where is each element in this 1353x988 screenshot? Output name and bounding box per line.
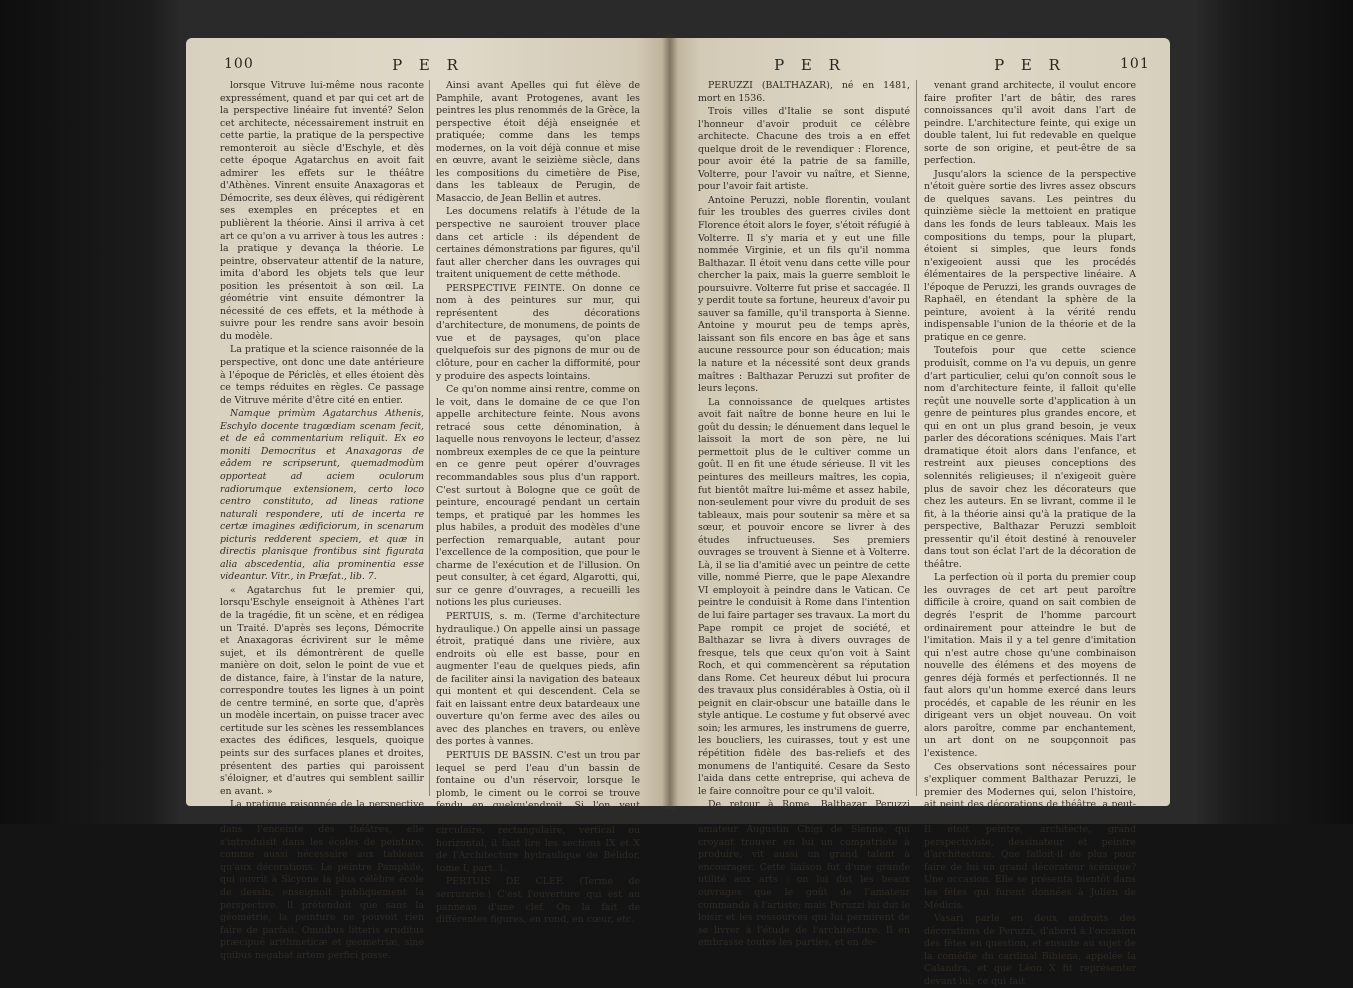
paragraph: Ainsi avant Apelles qui fut élève de Pamphile, avant Protogenes, avant les peintres les plus renommés de la Grèce, la perspective étoit déjà enseignée et pratiquée; comme dans les temps modernes, on la voit déjà connue et mise en œuvre, avant le seizième siècle, dans les compositions du cimetière de Pise, dans les tableaux de Perugin, de Masaccio, de Jean Bellin et autres. (436, 80, 640, 204)
left-page (186, 38, 670, 961)
paragraph: Antoine Peruzzi, noble florentin, voulant fuir les troubles des guerres civiles dont Florence étoit alors le foyer, s'étoit réfugié à Volterre. Il s'y maria et y eut une fille nommée Virginie, et un fils qu'il nomma Balthazar. Il étoit venu dans cette ville pour chercher la paix, mais la guerre sembloit le poursuivre. Volterre fut prise et saccagée. Il y perdit toute sa fortune, heureux d'avoir pu sauver sa famille, qu'il transporta à Sienne. Antoine y mourut peu de temps après, laissant son fils encore en bas âge et sans aucune ressource pour son éducation; mais la nature et la nécessité sont deux grands maîtres : Balthazar Peruzzi sut profiter de leurs leçons. (698, 194, 910, 395)
paragraph: « Agatarchus fut le premier qui, lorsqu'Eschyle enseignoit à Athènes l'art de la tragédie, fit un scène, et en rédigea un Traité. D'après ses leçons, Démocrite et Anaxagoras écrivirent sur le même sujet, et ils démontrèrent de quelle manière on doit, selon le point de vue et de distance, faire, à l'instar de la nature, correspondre toutes les lignes à un point de centre terminé, en sorte que, d'après un modèle incertain, on puisse tracer avec certitude sur les scènes les ressemblances exactes des édifices, lesquels, quoique peints sur des surfaces planes et droites, présentent des parties qui paroissent s'éloigner, et d'autres qui semblent saillir en avant. » (220, 584, 424, 797)
page-number-left: 100 (224, 56, 254, 72)
right-page-column-2 (924, 80, 1136, 987)
paragraph: Vasari parle en deux endroits des décorations de Peruzzi, d'abord à l'occasion des fêtes en question, et ensuite au sujet de la comédie du cardinal Bibiena, appelée la Calandra, et que Léon X fit représenter devant lui; ce qui fait (924, 913, 1136, 987)
right-page-header (670, 56, 1170, 78)
paragraph: La pratique et la science raisonnée de la perspective, ont donc une date antérieure à l'époque de Périclès, et elles étoient dès ce temps réduites en règles. Ce passage de Vitruve mérite d'être cité en entier. (220, 344, 424, 406)
right-page (670, 38, 1170, 987)
left-page-header (186, 56, 670, 78)
entry-peruzzi: PERUZZI (BALTHAZAR), né en 1481, mort en 1536. (698, 80, 910, 104)
paragraph: De retour à Rome, Balthazar Peruzzi contracta une étroite amitié avec le célèbre amateur Augustin Chigi de Sienne, qui croyant trouver en lui un compatriote à produire, vit aussi un grand talent à encourager. Cette liaison fut d'une grande utilité aux arts : on lui dut les beaux ouvrages que le goût de l'amateur commanda à l'artiste; mais Peruzzi lui dut le loisir et les ressources qui lui permirent de se livrer à l'étude de l'architecture. Il en embrasse toutes les parties, et en de- (698, 799, 910, 949)
paragraph: Les documens relatifs à l'étude de la perspective ne sauroient trouver place dans cet article : ils dépendent de certaines démonstrations par figures, qu'il faut aller chercher dans les ouvrages qui traitent uniquement de cette méthode. (436, 206, 640, 281)
paragraph: Ces observations sont nécessaires pour s'expliquer comment Balthazar Peruzzi, le premier des Modernes qui, selon l'histoire, ait peint des décorations de théâtre, a peut-être été le plus habile peintre de ce genre. Il étoit peintre, architecte, grand perspectiviste, dessinateur et peintre d'architecture. Que falloit-il de plus pour faire de lui un grand décorateur scénique? Une occasion. Elle se présenta bientôt dans les fêtes qui furent données à Julien de Médicis. (924, 761, 1136, 911)
left-page-column-1 (220, 80, 424, 961)
running-head-right-1: P E R (774, 56, 846, 74)
column-rule (916, 80, 917, 796)
running-head-right-2: P E R (994, 56, 1066, 74)
page-number-right: 101 (1120, 56, 1150, 72)
entry-pertuis-de-bassin: PERTUIS DE BASSIN. C'est un trou par lequel se perd l'eau d'un bassin de fontaine ou d'un réservoir, lorsque le plomb, le ciment ou le corroi se trouve fendu en quelqu'endroit. Si l'on veut connoître la dépense d'un pertuis carré, circulaire, rectangulaire, vertical ou horizontal, il faut lire les sections IX et X de l'Architecture hydraulique de Bélidor, tome I, part. 1. (436, 749, 640, 874)
paragraph: lorsque Vitruve lui-même nous raconte expressément, quand et par qui cet art de la perspective linéaire fut inventé? Selon cet architecte, nécessairement instruit en cette partie, la pratique de la perspective remonteroit au siècle d'Eschyle, et dès cette époque Agatarchus en avoit fait admirer les effets sur le théâtre d'Athènes. Vinrent ensuite Anaxagoras et Démocrite, ses deux élèves, qui rédigèrent ses exemples en préceptes et en publièrent la théorie. Ainsi il arriva à cet art ce qu'on a vu arriver à tous les autres : la pratique y devança la théorie. Le peintre, observateur attentif de la nature, imita d'abord les objets tels que leur position les présentoit à son œil. La géométrie vint ensuite démontrer la nécessité de ces effets, et la méthode à suivre pour les rendre sans avoir besoin du modèle. (220, 80, 424, 342)
entry-perspective-feinte: PERSPECTIVE FEINTE. On donne ce nom à des peintures sur mur, qui représentent des décorations d'architecture, de monumens, de points de vue et de paysages, qu'on place quelquefois sur des pignons de mur ou de clôture, pour en cacher la difformité, pour y produire des aspects lointains. (436, 282, 641, 382)
running-head-left: P E R (392, 56, 464, 74)
paragraph: La pratique raisonnée de la perspective ne resta point, chez les Grecs, confinée dans l'enceinte des théâtres, elle s'introduisit dans les écoles de peinture, comme aussi nécessaire aux tableaux qu'aux décorations. Le peintre Pamphile, qui ouvrit à Sicyone la plus célèbre école de dessin, enseignoit publiquement la perspective. Il prétendoit que sans la géométrie, la peinture ne pouvoit rien faire de parfait. Omnibus litteris eruditus præcipuè arithmeticæ et geometriæ, sine quibus negabat artem perfici posse. (220, 799, 424, 961)
paragraph: La connoissance de quelques artistes avoit fait naître de bonne heure en lui le goût du dessin; le dénuement dans lequel le laissoit la mort de son père, ne lui permettoit plus de le cultiver comme un goût. Il en fit une étude sérieuse. Il vit les peintures des meilleurs maîtres, les copia, fut bientôt maître lui-même et assez habile, non-seulement pour vivre du produit de ses tableaux, mais pour soutenir sa mère et sa sœur, et pouvoir encore se livrer à des études infructueuses. Ses premiers ouvrages se trouvent à Sienne et à Volterre. Là, il se lia d'amitié avec un peintre de cette ville, nommé Pierre, que le pape Alexandre VI employoit à peindre dans le Vatican. Ce peintre le conduisit à Rome dans l'intention de lui faire partager ses travaux. La mort du Pape rompit ce projet de société, et Balthazar se livra à divers ouvrages de fresque, tels que ceux qu'on voit à Saint Roch, et qui commencèrent sa réputation dans Rome. Cet heureux début lui procura des travaux plus considérables à Ostia, où il peignit en clair-obscur une bataille dans le style antique. Le costume y fut observé avec soin; les armures, les instrumens de guerre, les boucliers, les cuirasses, tout y est une répétition fidèle des bas-reliefs et des monumens de l'antiquité. Cesare da Sesto l'aida dans cette entreprise, qui acheva de le faire connoître pour ce qu'il valoit. (698, 396, 910, 797)
paragraph: Ce qu'on nomme ainsi rentre, comme on le voit, dans le domaine de ce que l'on appelle architecture feinte. Nous avons retracé sous cette dénomination, à laquelle nous renvoyons le lecteur, d'assez nombreux exemples de ce que la peinture en ce genre peut opérer d'ouvrages recommandables sous plus d'un rapport. C'est surtout à Bologne que ce goût de peinture, encouragé pendant un certain temps, et pratiqué par les hommes les plus habiles, a produit des modèles d'une perfection remarquable, autant pour l'excellence de la composition, que pour le charme de l'exécution et de l'illusion. On peut consulter, à cet égard, Algarotti, qui, sur ce genre d'ouvrages, a recueilli les notions les plus curieuses. (436, 384, 640, 609)
right-page-column-1 (698, 80, 910, 949)
latin-quote: Namque primùm Agatarchus Athenis, Eschylo docente tragœdiam scenam fecit, et de eâ commentarium reliquit. Ex eo moniti Democritus et Anaxagoras de eâdem re scripserunt, quemadmodùm opporteat ad aciem oculorum radiorumque extensionem, certo loco centro constituto, ad lineas ratione naturali respondere, uti de incerta re certæ imagines ædificiorum, in scenarum picturis redderent speciem, et quæ in directis planisque frontibus sint figurata alia abscedentia, alia prominentia esse videantur. Vitr., in Præfat., lib. 7. (220, 408, 424, 583)
left-page-column-2 (436, 80, 641, 926)
paragraph: La perfection où il porta du premier coup les ouvrages de cet art peut paroître difficile à croire, quand on sait combien de degrés l'esprit de l'homme parcourt ordinairement pour atteindre le but de l'imitation. Mais il y a tel genre d'imitation qui n'est autre chose qu'une combinaison nouvelle des élémens et des moyens de genres déjà formés et perfectionnés. Il ne faut alors qu'un homme exercé dans leurs procédés, et capable de les réunir en les dirigeant vers un objet nouveau. On voit alors paroître, comme par enchantement, un art dont on ne soupçonnoit pas l'existence. (924, 572, 1136, 759)
paragraph: Jusqu'alors la science de la perspective n'étoit guère sortie des livres assez obscurs de quelques savans. Les peintres du quinzième siècle la mettoient en pratique dans les fonds de leurs tableaux. Mais les compositions du temps, pour la plupart, étoient si simples, que leurs fonds n'exigeoient aussi que les procédés élémentaires de la perspective linéaire. A l'époque de Peruzzi, les grands ouvrages de Raphaël, en étendant la sphère de la peinture, avoient à la vérité rendu indispensable l'union de la théorie et de la pratique en ce genre. (924, 168, 1136, 343)
paragraph: venant grand architecte, il voulut encore faire profiter l'art de bâtir, des rares connoissances qu'il avoit dans l'art de peindre. L'architecture feinte, qui exige un double talent, lui fut redevable en quelque sorte de son origine, et peut-être de sa perfection. (924, 80, 1136, 167)
paragraph: Toutefois pour que cette science produisît, comme on l'a vu depuis, un genre d'art particulier, celui qu'on connoît sous le nom d'architecture feinte, il falloit qu'elle reçût une nouvelle sorte d'application à un genre de peintures plus grandes encore, et qui en ont un plus grand besoin, je veux parler des décorations scéniques. Mais l'art dramatique étoit alors dans l'enfance, et restreint aux pieuses conceptions des solennités religieuses; il n'exigeoit guère plus de savoir chez les décorateurs que chez les auteurs. En se livrant, comme il le fit, à la théorie ainsi qu'à la pratique de la perspective, Balthazar Peruzzi sembloit pressentir qu'il étoit destiné à renouveler dans tout son éclat l'art de la décoration de théâtre. (924, 345, 1136, 570)
entry-pertuis-de-clef: PERTUIS DE CLEF. (Terme de serrurerie.) C'est l'ouverture qui est au panneau d'une clef. On la fait de différentes figures, en rond, en cœur, etc. (436, 876, 640, 926)
entry-pertuis: PERTUIS, s. m. (Terme d'architecture hydraulique.) On appelle ainsi un passage étroit, pratiqué dans une rivière, aux endroits où elle est basse, pour en augmenter l'eau de quelques pieds, afin de faciliter ainsi la navigation des bateaux qui montent et qui descendent. Cela se fait en laissant entre deux batardeaux une ouverture qu'on ferme avec des ailes ou avec des planches en travers, ou enlève des portes à vannes. (436, 610, 640, 748)
column-rule (429, 80, 430, 796)
paragraph: Trois villes d'Italie se sont disputé l'honneur d'avoir produit ce célèbre architecte. Chacune des trois a en effet quelque droit de le revendiquer : Florence, pour avoir été la patrie de sa famille, Volterre, pour l'avoir vu naître, et Sienne, pour l'avoir fait artiste. (698, 106, 910, 193)
